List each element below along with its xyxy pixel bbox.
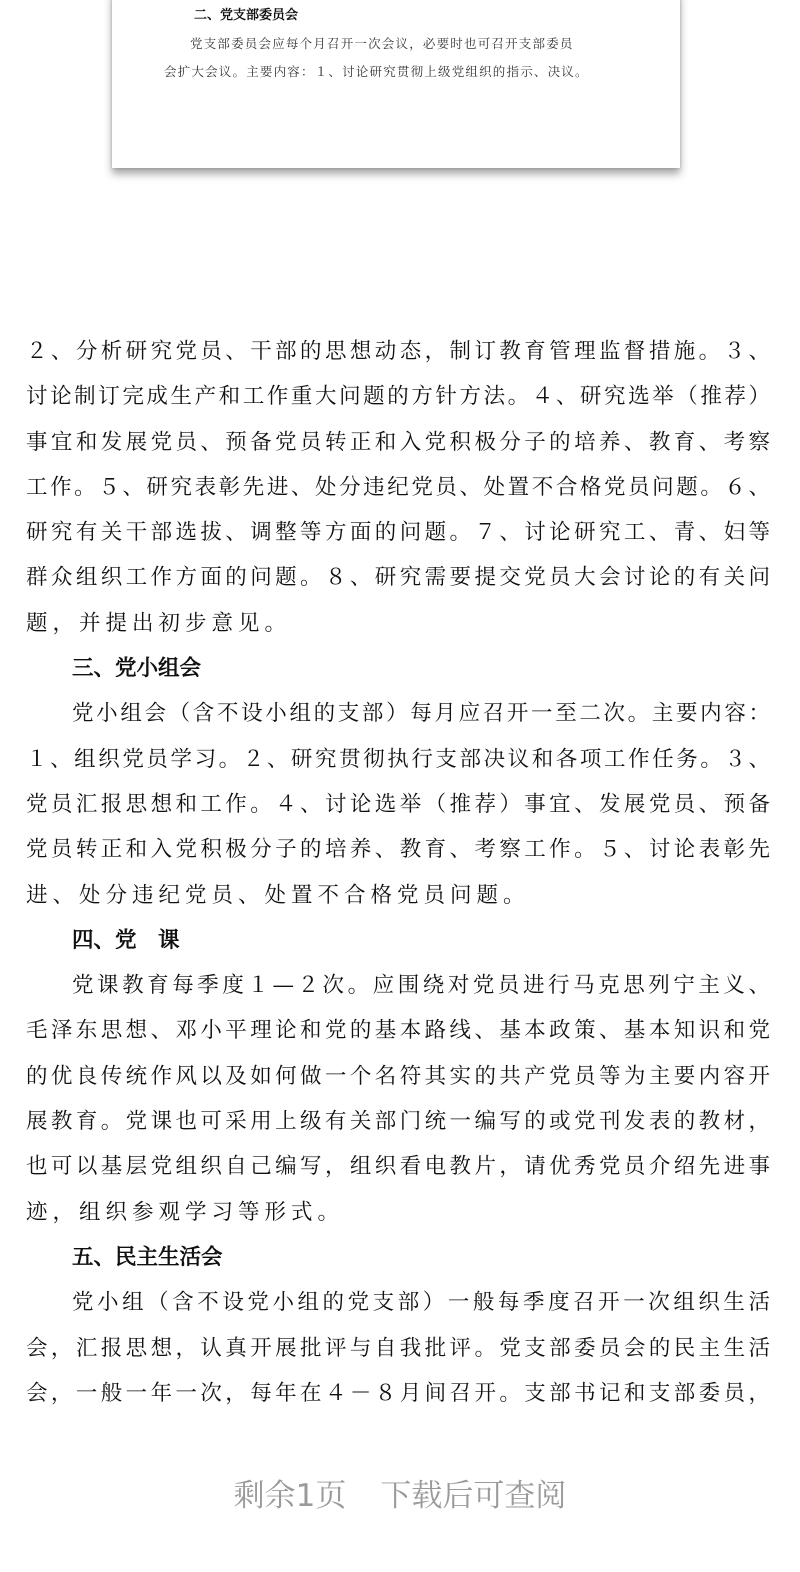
paragraph-line: 事宜和发展党员、预备党员转正和入党积极分子的培养、教育、考察 — [26, 429, 770, 455]
download-prompt[interactable] — [0, 1470, 800, 1515]
preview-page-card — [112, 0, 680, 168]
paragraph-line: 迹，组织参观学习等形式。 — [26, 1199, 345, 1225]
paragraph-line: 党小组会（含不设小组的支部）每月应召开一至二次。主要内容： — [72, 701, 770, 727]
paragraph-line: 毛泽东思想、邓小平理论和党的基本路线、基本政策、基本知识和党 — [26, 1018, 770, 1044]
paragraph-line: ２、分析研究党员、干部的思想动态，制订教育管理监督措施。３、 — [26, 339, 770, 364]
paragraph-line: 党员转正和入党积极分子的培养、教育、考察工作。５、讨论表彰先 — [26, 837, 770, 863]
paragraph-line: 的优良传统作风以及如何做一个名符其实的共产党员等为主要内容开 — [26, 1063, 770, 1089]
paragraph-line: 群众组织工作方面的问题。８、研究需要提交党员大会讨论的有关问 — [26, 565, 770, 591]
paragraph-line: 党支部委员会应每个月召开一次会议，必要时也可召开支部委员 — [190, 36, 574, 51]
paragraph-line: 会扩大会议。主要内容：１、讨论研究贯彻上级党组织的指示、决议。 — [164, 64, 589, 79]
paragraph-line: 题，并提出初步意见。 — [26, 610, 292, 636]
section-heading: 二、党支部委员会 — [194, 8, 299, 23]
section-heading: 三、党小组会 — [72, 656, 202, 682]
paragraph-line: 会，汇报思想，认真开展批评与自我批评。党支部委员会的民主生活 — [26, 1335, 770, 1361]
remaining-pages-label[interactable]: 剩余1页 — [233, 1478, 347, 1514]
paragraph-line: 也可以基层党组织自己编写，组织看电教片，请优秀党员介绍先进事 — [26, 1154, 770, 1180]
download-to-view-label[interactable]: 下载后可查阅 — [380, 1478, 567, 1514]
paragraph-line: 党课教育每季度１—２次。应围绕对党员进行马克思列宁主义、 — [72, 973, 770, 999]
paragraph-line: 党员汇报思想和工作。４、讨论选举（推荐）事宜、发展党员、预备 — [26, 791, 770, 817]
section-heading: 五、民主生活会 — [72, 1244, 223, 1270]
paragraph-line: 进、处分违纪党员、处置不合格党员问题。 — [26, 882, 530, 908]
paragraph-line: 会，一般一年一次，每年在４－８月间召开。支部书记和支部委员， — [26, 1380, 770, 1406]
paragraph-line: 党小组（含不设党小组的党支部）一般每季度召开一次组织生活 — [72, 1290, 770, 1316]
paragraph-line: 研究有关干部选拔、调整等方面的问题。７、讨论研究工、青、妇等 — [26, 520, 770, 546]
document-body — [26, 329, 770, 1416]
paragraph-line: 工作。５、研究表彰先进、处分违纪党员、处置不合格党员问题。６、 — [26, 474, 770, 500]
paragraph-line: 讨论制订完成生产和工作重大问题的方针方法。４、研究选举（推荐） — [26, 384, 770, 410]
paragraph-line: 展教育。党课也可采用上级有关部门统一编写的或党刊发表的教材， — [26, 1109, 770, 1135]
paragraph-line: １、组织党员学习。２、研究贯彻执行支部决议和各项工作任务。３、 — [26, 746, 770, 772]
section-heading: 四、党 课 — [72, 927, 180, 953]
